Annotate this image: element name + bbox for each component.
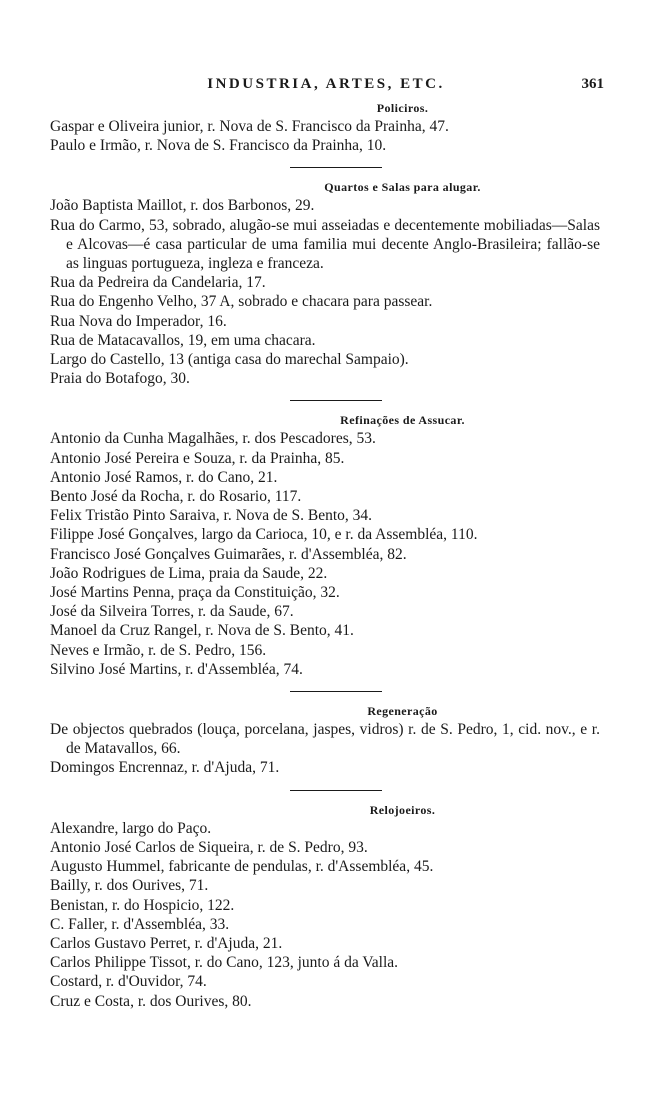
directory-entry: Bento José da Rocha, r. do Rosario, 117. [50,488,302,506]
section-divider [290,790,382,791]
directory-section [50,100,600,155]
directory-entry: Paulo e Irmão, r. Nova de S. Francisco da Prainha, 10. [50,137,387,155]
page-header [48,76,604,98]
directory-section [50,412,600,679]
directory-entry: Felix Tristão Pinto Saraiva, r. Nova de S. Bento, 34. [50,507,373,525]
directory-entry: Carlos Philippe Tissot, r. do Cano, 123, junto á da Valla. [50,954,399,972]
directory-entry: Silvino José Martins, r. d'Assembléa, 74. [50,660,303,678]
directory-entry: Rua Nova do Imperador, 16. [50,312,227,330]
section-title: Quartos e Salas para alugar. [324,180,481,195]
section-divider [290,691,382,692]
directory-section [50,703,600,778]
directory-entry: José da Silveira Torres, r. da Saude, 67. [50,603,294,621]
directory-entry: Bailly, r. dos Ourives, 71. [50,877,209,895]
directory-entry: João Rodrigues de Lima, praia da Saude, 22. [50,564,328,582]
directory-entry: Largo do Castello, 13 (antiga casa do marechal Sampaio). [50,351,409,369]
section-title: Refinações de Assucar. [340,413,465,428]
directory-entry: Antonio José Ramos, r. do Cano, 21. [50,468,278,486]
directory-entry: Neves e Irmão, r. de S. Pedro, 156. [50,641,267,659]
directory-entry: Domingos Encrennaz, r. d'Ajuda, 71. [50,759,280,777]
directory-entry: Rua de Matacavallos, 19, em uma chacara. [50,331,316,349]
directory-entry: Francisco José Gonçalves Guimarães, r. d'Assembléa, 82. [50,545,407,563]
directory-entry: Praia do Botafogo, 30. [50,370,190,388]
directory-entry: C. Faller, r. d'Assembléa, 33. [50,915,230,933]
directory-entry: Costard, r. d'Ouvidor, 74. [50,973,207,991]
directory-entry: Antonio José Pereira e Souza, r. da Prainha, 85. [50,449,345,467]
directory-entry: José Martins Penna, praça da Constituição, 32. [50,584,340,602]
directory-section [50,802,600,1011]
directory-content [50,100,600,1011]
section-divider [290,167,382,168]
section-title: Regeneração [367,704,438,719]
directory-entry: De objectos quebrados (louça, porcelana, jaspes, vidros) r. de S. Pedro, 1, cid. nov., e r. de Matavallos, 66. [50,721,600,758]
directory-entry: Rua da Pedreira da Candelaria, 17. [50,274,266,292]
directory-entry: João Baptista Maillot, r. dos Barbonos, 29. [50,197,315,215]
running-title: INDUSTRIA, ARTES, ETC. [207,76,445,92]
section-title: Policiros. [376,101,429,115]
directory-entry: Filippe José Gonçalves, largo da Carioca, 10, e r. da Assembléa, 110. [50,526,478,544]
directory-entry: Rua do Carmo, 53, sobrado, alugão-se mui asseiadas e decentemente mobiliadas—Salas e Alcovas—é casa particular de uma familia mui decente Anglo-Brasileira; fallão-se as linguas portugueza, ingleza e franceza. [50,216,600,273]
directory-entry: Cruz e Costa, r. dos Ourives, 80. [50,992,252,1010]
directory-entry: Antonio da Cunha Magalhães, r. dos Pescadores, 53. [50,430,376,448]
page-number: 361 [581,76,604,92]
directory-entry: Gaspar e Oliveira junior, r. Nova de S. Francisco da Prainha, 47. [50,118,449,135]
directory-entry: Alexandre, largo do Paço. [50,819,212,837]
directory-entry: Augusto Hummel, fabricante de pendulas, r. d'Assembléa, 45. [50,858,434,876]
directory-entry: Manoel da Cruz Rangel, r. Nova de S. Bento, 41. [50,622,354,640]
directory-entry: Rua do Engenho Velho, 37 A, sobrado e chacara para passear. [50,293,433,311]
directory-entry: Antonio José Carlos de Siqueira, r. de S. Pedro, 93. [50,838,368,856]
section-title: Relojoeiros. [369,802,436,817]
section-divider [290,400,382,401]
directory-section [50,179,600,388]
directory-entry: Benistan, r. do Hospicio, 122. [50,896,235,914]
directory-entry: Carlos Gustavo Perret, r. d'Ajuda, 21. [50,934,283,952]
